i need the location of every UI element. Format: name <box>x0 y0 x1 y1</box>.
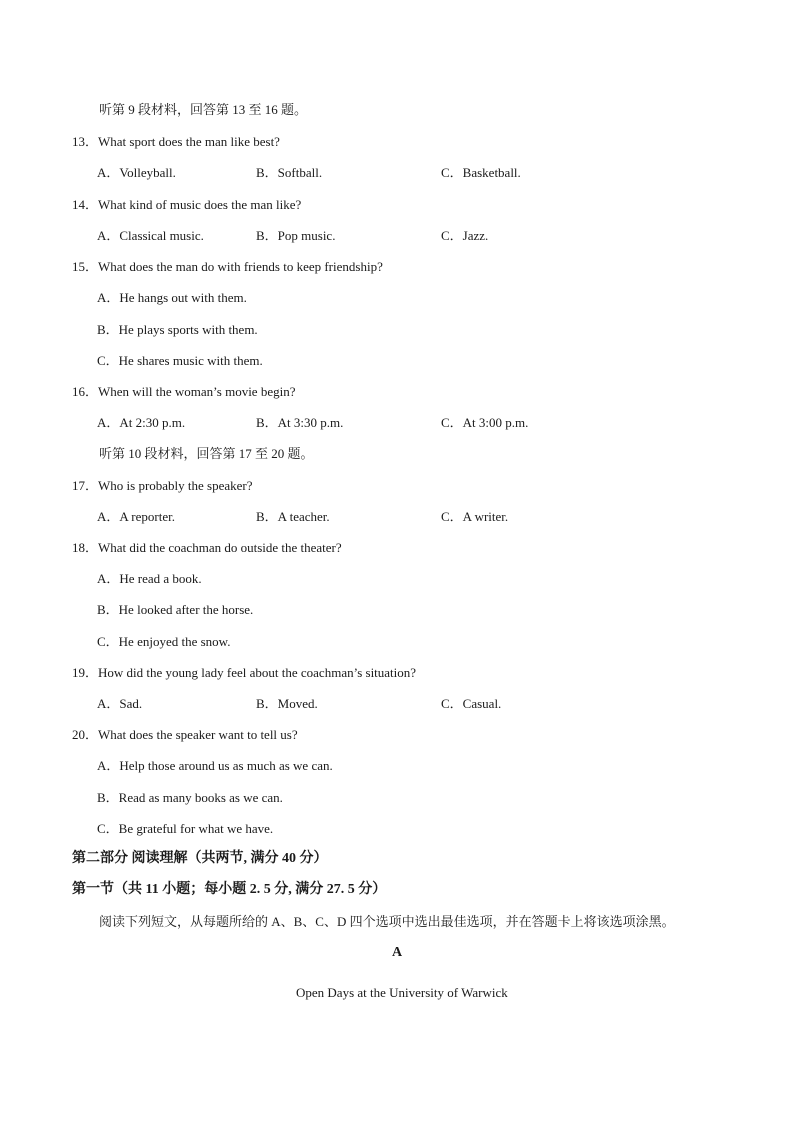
passage-letter: A <box>391 945 403 960</box>
question-stem: 13．What sport does the man like best? <box>72 134 280 149</box>
question-stem: 19．How did the young lady feel about the coachman’s situation? <box>72 665 417 680</box>
option-c: C．Casual. <box>441 696 502 711</box>
option-b: B．Read as many books as we can. <box>97 790 283 805</box>
option-b: B．A teacher. <box>256 509 330 524</box>
part2-subheading: 第一节（共 11 小题；每小题 2. 5 分, 满分 27. 5 分） <box>72 882 387 897</box>
option-a: A．Help those around us as much as we can. <box>97 758 333 773</box>
option-a: A．Sad. <box>97 696 143 711</box>
passage-title: Open Days at the University of Warwick <box>296 985 508 1000</box>
option-a: A．A reporter. <box>97 509 175 524</box>
question-stem: 15．What does the man do with friends to keep friendship? <box>72 259 383 274</box>
option-b: B．Softball. <box>256 165 323 180</box>
option-b: B．Moved. <box>256 696 318 711</box>
option-a: A．Volleyball. <box>97 165 176 180</box>
option-b: B．Pop music. <box>256 228 336 243</box>
part2-heading: 第二部分 阅读理解（共两节, 满分 40 分） <box>72 851 328 866</box>
option-c: C．Be grateful for what we have. <box>97 821 274 836</box>
option-a: A．He hangs out with them. <box>97 290 247 305</box>
question-stem: 14．What kind of music does the man like? <box>72 197 302 212</box>
option-c: C．At 3:00 p.m. <box>441 415 529 430</box>
question-stem: 17．Who is probably the speaker? <box>72 478 253 493</box>
question-stem: 16．When will the woman’s movie begin? <box>72 384 296 399</box>
option-c: C．A writer. <box>441 509 509 524</box>
question-stem: 18．What did the coachman do outside the theater? <box>72 540 342 555</box>
option-b: B．He looked after the horse. <box>97 602 254 617</box>
option-b: B．He plays sports with them. <box>97 322 258 337</box>
question-stem: 20．What does the speaker want to tell us? <box>72 727 298 742</box>
option-c: C．Jazz. <box>441 228 489 243</box>
option-c: C．Basketball. <box>441 165 521 180</box>
option-b: B．At 3:30 p.m. <box>256 415 344 430</box>
part2-instruction: 阅读下列短文，从每题所给的 A、B、C、D 四个选项中选出最佳选项，并在答题卡上将该选项涂黑。 <box>99 914 675 929</box>
option-a: A．He read a book. <box>97 571 202 586</box>
option-a: A．Classical music. <box>97 228 204 243</box>
option-c: C．He enjoyed the snow. <box>97 634 231 649</box>
intro-9: 听第 9 段材料，回答第 13 至 16 题。 <box>99 102 308 117</box>
option-a: A．At 2:30 p.m. <box>97 415 186 430</box>
intro-10: 听第 10 段材料，回答第 17 至 20 题。 <box>99 446 314 461</box>
option-c: C．He shares music with them. <box>97 353 263 368</box>
